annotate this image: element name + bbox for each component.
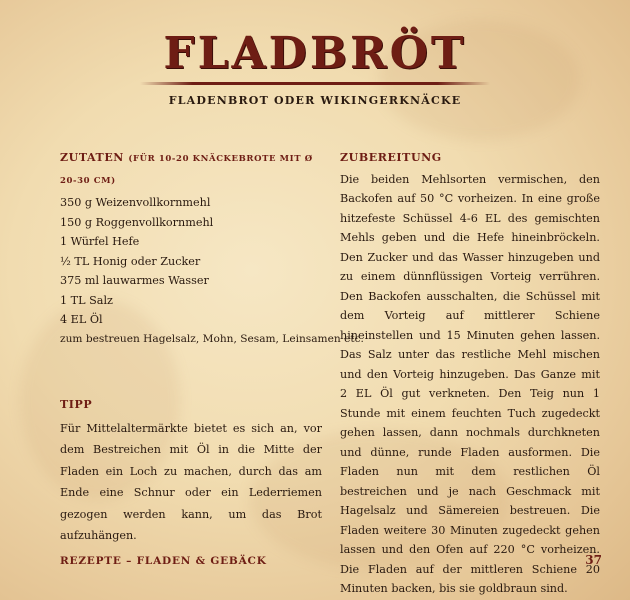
- preparation-heading: ZUBEREITUNG: [340, 151, 442, 164]
- ingredient-item: zum bestreuen Hagelsalz, Mohn, Sesam, Leinsamen etc.: [60, 332, 364, 345]
- ingredients-section: [60, 148, 364, 349]
- page-title: FLADBRÖT: [163, 28, 467, 79]
- ingredient-item: 4 EL Öl: [60, 313, 103, 326]
- ingredients-heading: [60, 148, 322, 191]
- ingredients-heading-label: ZUTATEN: [60, 151, 124, 164]
- ingredient-item: ½ TL Honig oder Zucker: [60, 254, 201, 268]
- tip-heading: TIPP: [60, 398, 93, 411]
- ingredients-heading-note: (FÜR 10-20 KNÄCKEBROTE MIT Ø 20-30 CM): [60, 154, 313, 186]
- page-subtitle: FLADENBROT ODER WIKINGERKNÄCKE: [168, 94, 462, 107]
- ingredient-item: 150 g Roggenvollkornmehl: [60, 215, 214, 229]
- tip-text: Für Mittelaltermärkte bietet es sich an, vor dem Bestreichen mit Öl in die Mitte der Fladen ein Loch zu machen, durch das am Ende eine Schnur oder ein Lederriemen gezogen werden kann, um das Brot aufzuhängen.: [60, 421, 322, 542]
- preparation-text: Die beiden Mehlsorten vermischen, den Backofen auf 50 °C vorheizen. In eine große hitzefeste Schüssel 4-6 EL des gemischten Mehls geben und die Hefe hineinbröckeln. Den Zucker und das Wasser hinzugeben und zu einem dünnflüssigen Vorteig verrühren. Den Backofen ausschalten, die Schüssel mit dem Vorteig auf mittlerer Schiene hineinstellen und 15 Minuten gehen lassen. Das Salz unter das restliche Mehl mischen und den Vorteig hinzugeben. Das Ganze mit 2 EL Öl gut verkneten. Den Teig nun 1 Stunde mit einem feuchten Tuch zugedeckt gehen lassen, dann nochmals durchkneten und dünne, runde Fladen ausformen. Die Fladen nun mit dem restlichen Öl bestreichen und je nach Geschmack mit Hagelsalz und Sämereien bestreuen. Die Fladen weitere 30 Minuten zugedeckt gehen lassen und den Ofen auf 220 °C vorheizen. Die Fladen auf der mittleren Schiene 20 Minuten backen, bis sie goldbraun sind.: [340, 172, 600, 595]
- ingredient-list: [60, 193, 364, 349]
- ingredient-item: 350 g Weizenvollkornmehl: [60, 196, 211, 209]
- page-number: 37: [585, 553, 602, 567]
- ingredient-item: 375 ml lauwarmes Wasser: [60, 274, 209, 287]
- footer-section-label: REZEPTE – FLADEN & GEBÄCK: [60, 555, 267, 567]
- preparation-section: [340, 148, 600, 599]
- tip-section: [60, 394, 322, 547]
- ingredient-item: 1 TL Salz: [60, 293, 113, 307]
- ingredient-item: 1 Würfel Hefe: [60, 235, 140, 248]
- title-divider: [140, 82, 490, 85]
